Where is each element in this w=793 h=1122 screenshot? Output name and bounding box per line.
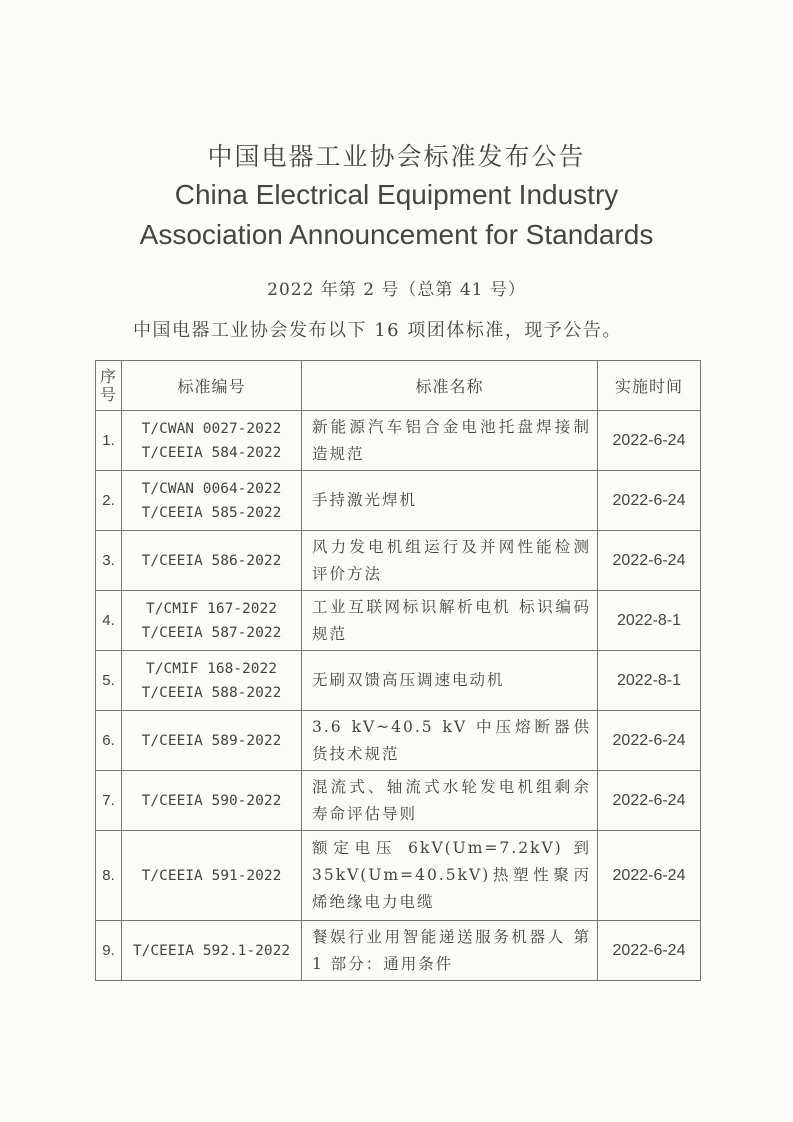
effective-date: 2022-8-1 [598, 591, 701, 651]
standard-name-cell [302, 651, 598, 711]
header-no-label: 序 号 [99, 366, 117, 404]
intro-text: 中国电器工业协会发布以下 16 项团体标准，现予公告。 [133, 320, 622, 341]
standard-code: T/CEEIA 588-2022 [141, 684, 282, 701]
row-number: 7. [96, 771, 122, 831]
table-header-row [96, 361, 701, 411]
standard-code: T/CEEIA 584-2022 [141, 444, 282, 461]
standard-code-cell [122, 651, 302, 711]
standard-code: T/CMIF 168-2022 [146, 660, 277, 677]
standard-name: 手持激光焊机 [312, 491, 418, 509]
standard-code: T/CMIF 167-2022 [146, 600, 277, 617]
standard-code-cell [122, 921, 302, 981]
table-row [96, 651, 701, 711]
row-number: 1. [96, 411, 122, 471]
effective-date: 2022-8-1 [598, 651, 701, 711]
header-no [96, 361, 122, 411]
standard-name-cell [302, 471, 598, 531]
page-title-english-line1: China Electrical Equipment Industry [174, 179, 619, 210]
standard-name: 新能源汽车铝合金电池托盘焊接制造规范 [312, 417, 591, 463]
header-name: 标准名称 [302, 361, 598, 411]
standard-code: T/CEEIA 590-2022 [141, 792, 282, 809]
standard-code-cell [122, 711, 302, 771]
standard-code: T/CEEIA 585-2022 [141, 504, 282, 521]
standard-name-cell [302, 411, 598, 471]
standard-name: 混流式、轴流式水轮发电机组剩余寿命评估导则 [312, 777, 591, 823]
row-number: 4. [96, 591, 122, 651]
standard-name-cell [302, 921, 598, 981]
page-title-chinese: 中国电器工业协会标准发布公告 [207, 142, 586, 171]
effective-date: 2022-6-24 [598, 831, 701, 921]
table-row [96, 921, 701, 981]
effective-date: 2022-6-24 [598, 531, 701, 591]
standard-code-cell [122, 471, 302, 531]
standard-name-cell [302, 711, 598, 771]
standard-code-cell [122, 771, 302, 831]
table-row [96, 531, 701, 591]
table-row [96, 831, 701, 921]
row-number: 9. [96, 921, 122, 981]
page-title-english-line2: Association Announcement for Standards [139, 219, 654, 250]
standards-table [95, 360, 701, 981]
row-number: 2. [96, 471, 122, 531]
standard-code-cell [122, 411, 302, 471]
standard-code: T/CWAN 0027-2022 [141, 420, 282, 437]
row-number: 5. [96, 651, 122, 711]
standard-name-cell [302, 771, 598, 831]
standard-name: 餐娱行业用智能递送服务机器人 第 1 部分：通用条件 [312, 927, 591, 973]
table-row [96, 711, 701, 771]
standard-name-cell [302, 831, 598, 921]
effective-date: 2022-6-24 [598, 771, 701, 831]
standard-code: T/CEEIA 586-2022 [141, 552, 282, 569]
row-number: 3. [96, 531, 122, 591]
effective-date: 2022-6-24 [598, 711, 701, 771]
standard-code: T/CEEIA 589-2022 [141, 732, 282, 749]
standard-name: 3.6 kV~40.5 kV 中压熔断器供货技术规范 [312, 717, 591, 763]
effective-date: 2022-6-24 [598, 921, 701, 981]
effective-date: 2022-6-24 [598, 411, 701, 471]
issue-number: 2022 年第 2 号（总第 41 号） [267, 280, 526, 300]
standard-code-cell [122, 831, 302, 921]
table-body [96, 411, 701, 981]
standard-code-cell [122, 531, 302, 591]
standard-name: 无刷双馈高压调速电动机 [312, 671, 505, 689]
row-number: 6. [96, 711, 122, 771]
standard-code: T/CWAN 0064-2022 [141, 480, 282, 497]
standard-name-cell [302, 531, 598, 591]
table-row [96, 411, 701, 471]
standard-name: 风力发电机组运行及并网性能检测评价方法 [312, 537, 591, 583]
table-row [96, 591, 701, 651]
row-number: 8. [96, 831, 122, 921]
standard-code: T/CEEIA 591-2022 [141, 867, 282, 884]
header-date: 实施时间 [598, 361, 701, 411]
standard-name: 工业互联网标识解析电机 标识编码规范 [312, 597, 591, 643]
header-code: 标准编号 [122, 361, 302, 411]
standard-code: T/CEEIA 592.1-2022 [132, 942, 291, 959]
table-row [96, 771, 701, 831]
standard-code: T/CEEIA 587-2022 [141, 624, 282, 641]
page-title-english [0, 175, 793, 255]
standard-name: 额定电压 6kV(Um=7.2kV) 到 35kV(Um=40.5kV)热塑性聚丙烯绝缘电力电缆 [312, 839, 591, 911]
table-row [96, 471, 701, 531]
standard-code-cell [122, 591, 302, 651]
standard-name-cell [302, 591, 598, 651]
effective-date: 2022-6-24 [598, 471, 701, 531]
